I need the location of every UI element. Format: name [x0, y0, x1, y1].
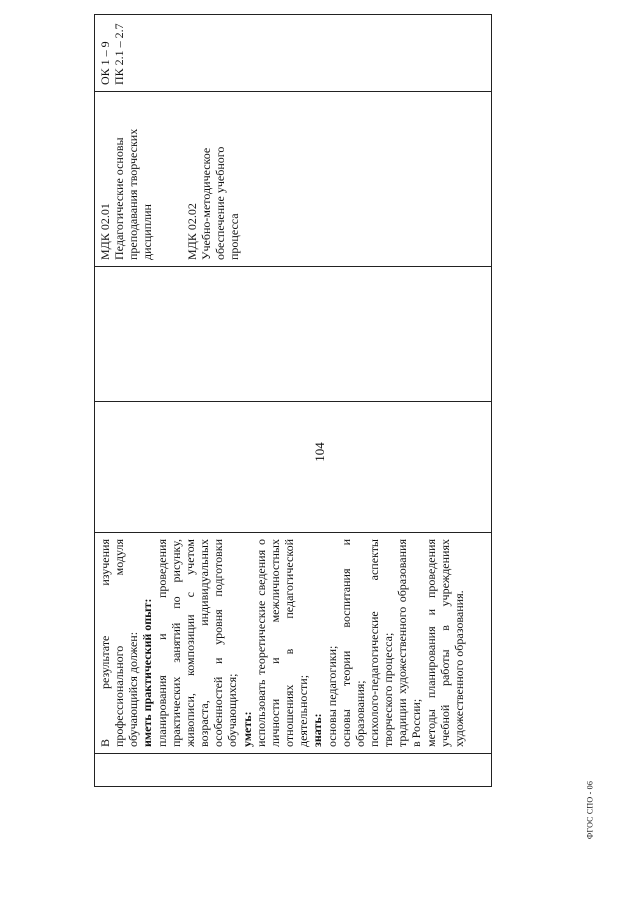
module-table-wrapper	[94, 23, 492, 787]
skills-heading: уметь:	[239, 711, 254, 747]
mdk-code: МДК 02.02	[184, 203, 199, 260]
empty-hours-cell	[95, 402, 492, 533]
mdk-cell	[95, 92, 492, 267]
mdk-title: Педагогические основы преподавания творческих дисциплин	[112, 128, 155, 260]
knowledge-item: основы теории воспитания и образования;	[338, 539, 367, 747]
mdk-code: МДК 02.01	[98, 203, 112, 260]
knowledge-item: методы планирования и проведения учебной работы в учреждениях художественного образования.	[423, 539, 466, 747]
table-row	[95, 15, 492, 787]
empty-index-cell	[95, 754, 492, 787]
skills-item: использовать теоретические сведения о личности и межличностных отношениях в педагогической деятельности;	[253, 539, 311, 747]
general-competencies: ОК 1 – 9	[98, 41, 112, 85]
knowledge-heading: знать:	[310, 713, 325, 747]
empty-total-cell	[95, 267, 492, 402]
module-table	[94, 14, 492, 787]
footer-code: ФГОС СПО - 06	[585, 780, 595, 840]
page-number: 104	[312, 442, 327, 462]
professional-competencies: ПК 2.1 – 2.7	[112, 23, 127, 85]
learning-outcomes-cell	[95, 533, 492, 754]
experience-heading: иметь практический опыт:	[140, 598, 155, 747]
mdk-spacer	[155, 98, 185, 260]
knowledge-item: основы педагогики;	[324, 645, 339, 747]
experience-item: планирования и проведения практических занятий по рисунку, живописи, композиции с учетом возраста, индивидуальных особенностей и уровня подготовки обучающихся;	[154, 539, 240, 747]
intro-text: В результате изучения профессионального модуля обучающийся должен:	[98, 539, 141, 747]
mdk-title: Учебно-методическое обеспечение учебного процесса	[198, 146, 242, 260]
knowledge-item: психолого-педагогические аспекты творческого процесса;	[366, 539, 396, 747]
competencies-cell	[95, 15, 492, 92]
knowledge-item: традиции художественного образования в России;	[395, 539, 424, 747]
